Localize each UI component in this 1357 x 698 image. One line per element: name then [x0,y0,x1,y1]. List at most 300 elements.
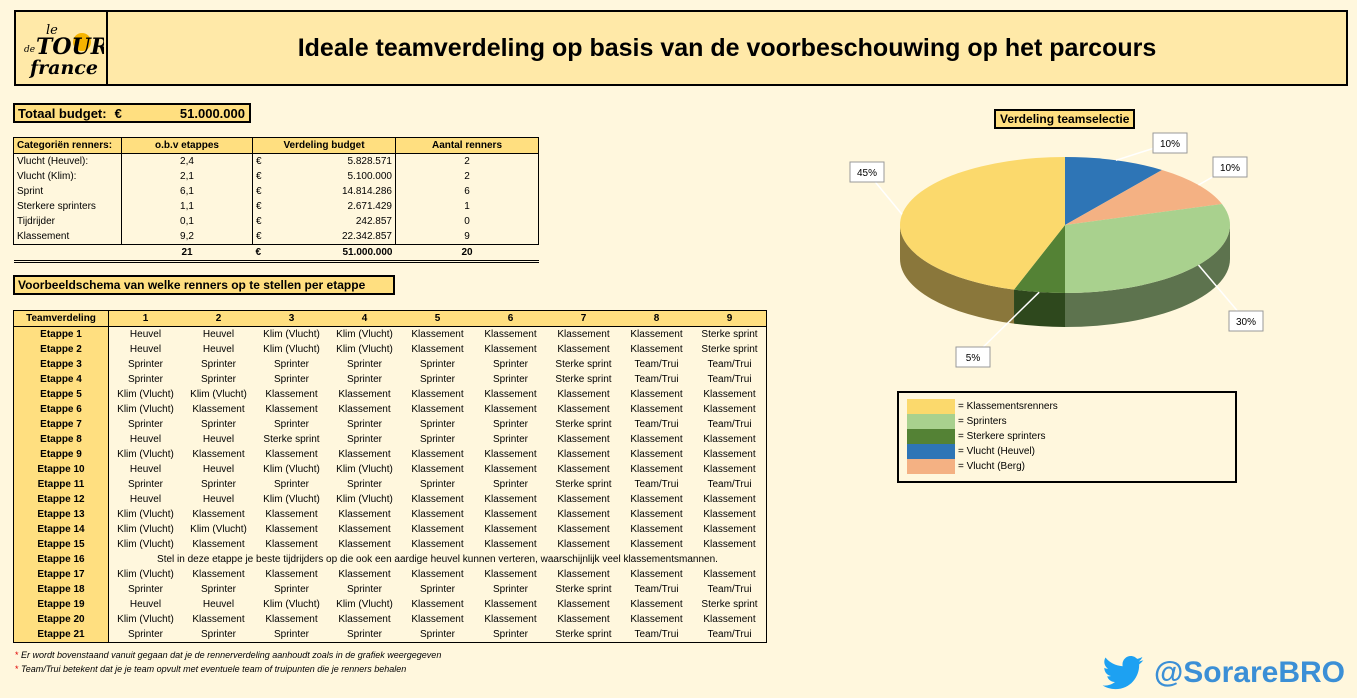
schema-row [14,582,767,597]
stage-assignment: Klassement [703,404,756,415]
stage-assignment: Team/Trui [707,374,752,385]
stage-assignment: Klassement [265,404,318,415]
stage-assignment: Klim (Vlucht) [336,344,393,355]
stage-assignment: Klassement [630,329,683,340]
stage-assignment: Klassement [192,614,245,625]
stage-assignment: Team/Trui [707,584,752,595]
stage-assignment: Klassement [557,524,610,535]
stage-assignment: Sprinter [346,479,382,490]
schema-header-col: 7 [547,311,620,327]
stage-assignment: Sprinter [273,629,309,640]
team-selection-pie-chart [840,125,1270,375]
data-label: 10% [1159,139,1181,150]
stage-assignment: Klassement [338,614,391,625]
stage-assignment: Team/Trui [634,374,679,385]
stage-assignment: Sprinter [273,479,309,490]
stage-assignment: Klim (Vlucht) [117,449,174,460]
stage-assignment: Klassement [703,389,756,400]
legend-label: = Sprinters [958,416,1007,427]
tour-de-france-logo [16,12,108,84]
stage-assignment: Klassement [630,494,683,505]
stage-assignment: Klim (Vlucht) [263,329,320,340]
stage-assignment: Heuvel [129,434,162,445]
category-name: Sterkere sprinters [14,199,122,214]
stage-assignment: Klassement [484,494,537,505]
schema-row [14,597,767,612]
data-label: 30% [1235,317,1257,328]
stage-assignment: Klassement [411,614,464,625]
data-label: 10% [1219,163,1241,174]
stage-assignment: Sprinter [419,374,455,385]
header-banner [14,10,1348,86]
category-row [14,154,539,170]
total-etappes: 21 [122,245,253,262]
stage-label: Etappe 19 [14,597,109,612]
twitter-handle-text: @SorareBRO [1154,656,1345,689]
category-aantal: 2 [396,169,539,184]
stage-assignment: Sprinter [200,629,236,640]
stage-assignment: Klassement [484,344,537,355]
schema-row [14,342,767,357]
stage-assignment: Team/Trui [707,629,752,640]
stage-assignment: Klassement [557,614,610,625]
stage-assignment: Klassement [484,599,537,610]
stage-assignment: Klim (Vlucht) [336,464,393,475]
stage-assignment: Klassement [630,449,683,460]
total-budget-value: 51.000.000 [179,105,245,121]
stage-assignment: Sprinter [346,629,382,640]
stage-assignment: Klassement [703,494,756,505]
stage-assignment: Klassement [703,539,756,550]
stage-assignment: Klassement [411,539,464,550]
footnote-1: * Er wordt bovenstaand vanuit gegaan dat je de rennerverdeling aanhoudt zoals in de grafiek weergegeven [15,650,442,660]
stage-assignment: Sterke sprint [701,599,758,610]
category-header-aantal: Aantal renners [396,138,539,154]
legend-label: = Sterkere sprinters [958,431,1046,442]
stage-assignment: Klassement [557,539,610,550]
stage-label: Etappe 2 [14,342,109,357]
stage-assignment: Klassement [484,509,537,520]
category-etappes: 2,1 [122,169,253,184]
stage-label: Etappe 7 [14,417,109,432]
stage-schema-table [13,310,767,643]
stage-assignment: Sterke sprint [555,359,612,370]
stage-assignment: Klassement [630,614,683,625]
stage-assignment: Sprinter [273,419,309,430]
stage-assignment: Sterke sprint [555,374,612,385]
schema-row [14,432,767,447]
category-budget: € 5.828.571 [253,154,396,170]
stage-assignment: Klassement [557,329,610,340]
stage-assignment: Klassement [192,449,245,460]
stage-assignment: Sprinter [492,629,528,640]
schema-row [14,417,767,432]
category-name: Klassement [14,229,122,245]
stage-assignment: Klim (Vlucht) [117,569,174,580]
schema-header-col: 5 [401,311,474,327]
category-row [14,184,539,199]
stage-assignment: Klassement [484,524,537,535]
stage-assignment: Klassement [557,599,610,610]
schema-row [14,477,767,492]
stage-assignment: Klassement [484,464,537,475]
stage-assignment: Klassement [703,509,756,520]
stage-assignment: Klassement [703,524,756,535]
category-budget: € 5.100.000 [253,169,396,184]
category-row [14,199,539,214]
category-aantal: 0 [396,214,539,229]
stage-assignment: Klim (Vlucht) [117,524,174,535]
stage-assignment: Klassement [338,569,391,580]
svg-text:france: france [30,57,98,79]
category-total-row [14,245,539,262]
category-name: Sprint [14,184,122,199]
stage-assignment: Klassement [557,494,610,505]
stage-assignment: Klassement [703,464,756,475]
footnotes [15,648,441,676]
stage-assignment: Klim (Vlucht) [117,614,174,625]
stage-assignment: Klassement [484,404,537,415]
stage-assignment: Sprinter [492,359,528,370]
category-row [14,229,539,245]
stage-assignment: Sprinter [127,584,163,595]
stage-assignment: Klassement [630,464,683,475]
stage-assignment: Klassement [630,434,683,445]
stage-assignment: Sterke sprint [701,344,758,355]
total-budget-box [13,103,251,123]
stage-label: Etappe 3 [14,357,109,372]
stage-assignment: Heuvel [202,434,235,445]
stage-label: Etappe 18 [14,582,109,597]
stage-assignment: Klassement [703,614,756,625]
total-budget-label: Totaal budget: [18,105,107,121]
stage-assignment: Klim (Vlucht) [336,599,393,610]
category-budget: € 242.857 [253,214,396,229]
legend-swatch [907,429,955,444]
stage-assignment: Klassement [484,449,537,460]
category-aantal: 6 [396,184,539,199]
stage-assignment: Klassement [411,569,464,580]
legend-swatch [907,399,955,414]
stage-label: Etappe 21 [14,627,109,643]
twitter-handle[interactable] [1102,656,1345,690]
category-aantal: 2 [396,154,539,170]
stage-assignment: Heuvel [129,599,162,610]
stage-assignment: Sprinter [492,374,528,385]
category-etappes: 6,1 [122,184,253,199]
stage-assignment: Klassement [338,389,391,400]
svg-text:le: le [46,23,58,38]
stage-assignment: Heuvel [129,494,162,505]
stage-assignment: Klim (Vlucht) [117,509,174,520]
legend-swatch [907,459,955,474]
schema-row [14,447,767,462]
stage-assignment: Klassement [265,449,318,460]
schema-title: Voorbeeldschema van welke renners op te stellen per etappe [13,275,395,295]
stage-assignment: Klassement [630,389,683,400]
stage-assignment: Klassement [411,464,464,475]
stage-assignment: Klim (Vlucht) [263,494,320,505]
stage-label: Etappe 20 [14,612,109,627]
stage-assignment: Klassement [557,569,610,580]
chart-legend [897,391,1237,483]
stage-assignment: Sprinter [200,584,236,595]
category-row [14,214,539,229]
stage-assignment: Stel in deze etappe je beste tijdrijders op die ook een aardige heuvel kunnen verteren, waarschijnlijk veel klassementsmannen. [157,554,718,565]
stage-assignment: Heuvel [129,344,162,355]
category-name: Vlucht (Heuvel): [14,154,122,170]
stage-assignment: Klim (Vlucht) [190,389,247,400]
stage-label: Etappe 12 [14,492,109,507]
stage-assignment: Sprinter [419,434,455,445]
stage-label: Etappe 8 [14,432,109,447]
stage-assignment: Sprinter [127,479,163,490]
stage-assignment: Klassement [411,524,464,535]
stage-assignment: Sprinter [346,584,382,595]
category-budget: € 22.342.857 [253,229,396,245]
stage-assignment: Sprinter [346,359,382,370]
schema-row [14,387,767,402]
stage-assignment: Klassement [338,524,391,535]
legend-item [907,399,1058,414]
stage-label: Etappe 11 [14,477,109,492]
stage-assignment: Sprinter [492,584,528,595]
stage-assignment: Sprinter [492,419,528,430]
stage-assignment: Klassement [630,569,683,580]
schema-header-col: 2 [182,311,255,327]
stage-assignment: Klassement [411,389,464,400]
stage-assignment: Sprinter [127,629,163,640]
stage-assignment: Klassement [630,524,683,535]
stage-label: Etappe 9 [14,447,109,462]
schema-header-col: 9 [693,311,767,327]
stage-assignment: Sterke sprint [555,584,612,595]
stage-assignment: Klassement [411,449,464,460]
stage-assignment: Heuvel [202,464,235,475]
svg-text:de: de [24,45,36,55]
stage-assignment: Klassement [703,449,756,460]
legend-item [907,459,1025,474]
stage-label: Etappe 13 [14,507,109,522]
schema-header-teamverdeling: Teamverdeling [14,311,109,327]
stage-assignment: Team/Trui [634,479,679,490]
stage-assignment: Klassement [265,389,318,400]
category-budget: € 2.671.429 [253,199,396,214]
legend-item [907,414,1007,429]
category-etappes: 2,4 [122,154,253,170]
category-name: Tijdrijder [14,214,122,229]
page-title: Ideale teamverdeling op basis van de voorbeschouwing op het parcours [297,33,1157,62]
stage-label: Etappe 17 [14,567,109,582]
stage-assignment: Sprinter [346,419,382,430]
schema-row [14,507,767,522]
stage-assignment: Klassement [192,404,245,415]
schema-row [14,372,767,387]
data-label: 45% [856,168,878,179]
twitter-bird-icon [1102,656,1144,690]
stage-assignment: Sprinter [492,434,528,445]
schema-row [14,522,767,537]
category-aantal: 9 [396,229,539,245]
stage-label: Etappe 5 [14,387,109,402]
stage-assignment: Klassement [630,509,683,520]
schema-row [14,567,767,582]
legend-label: = Klassementsrenners [958,401,1058,412]
stage-label: Etappe 1 [14,327,109,343]
stage-assignment: Klassement [338,539,391,550]
stage-assignment: Sprinter [419,629,455,640]
schema-row [14,462,767,477]
stage-assignment: Heuvel [129,329,162,340]
stage-assignment: Klassement [338,404,391,415]
schema-row [14,612,767,627]
stage-assignment: Klassement [411,344,464,355]
stage-assignment: Sprinter [200,359,236,370]
stage-assignment: Sterke sprint [555,629,612,640]
total-aantal: 20 [396,245,539,262]
stage-label: Etappe 16 [14,552,109,567]
stage-assignment: Team/Trui [634,419,679,430]
schema-row [14,357,767,372]
stage-assignment: Klassement [338,509,391,520]
stage-assignment: Klassement [630,404,683,415]
stage-assignment: Klassement [557,509,610,520]
stage-assignment: Klim (Vlucht) [263,344,320,355]
schema-row [14,492,767,507]
chart-title: Verdeling teamselectie [994,109,1135,129]
stage-assignment: Klassement [338,449,391,460]
stage-assignment: Klim (Vlucht) [117,539,174,550]
stage-assignment: Sprinter [200,374,236,385]
stage-assignment: Klassement [703,434,756,445]
stage-assignment: Sprinter [127,374,163,385]
stage-assignment: Sprinter [273,359,309,370]
total-budget: € 51.000.000 [253,245,396,262]
category-row [14,169,539,184]
stage-assignment: Sprinter [273,584,309,595]
stage-assignment: Klassement [484,539,537,550]
category-table [13,137,539,263]
category-budget: € 14.814.286 [253,184,396,199]
category-etappes: 1,1 [122,199,253,214]
data-label: 5% [965,353,981,364]
stage-assignment: Klim (Vlucht) [117,389,174,400]
svg-text:TOUR: TOUR [36,34,104,60]
stage-assignment: Klassement [411,509,464,520]
stage-assignment: Klassement [265,509,318,520]
stage-assignment: Klassement [192,569,245,580]
stage-assignment: Sprinter [419,479,455,490]
stage-assignment: Sprinter [346,374,382,385]
stage-assignment: Klim (Vlucht) [117,404,174,415]
stage-assignment: Klassement [557,404,610,415]
stage-assignment: Klassement [630,344,683,355]
legend-item [907,429,1046,444]
stage-label: Etappe 6 [14,402,109,417]
stage-assignment: Heuvel [202,344,235,355]
stage-assignment: Sprinter [200,479,236,490]
legend-label: = Vlucht (Berg) [958,461,1025,472]
stage-assignment: Klassement [630,539,683,550]
stage-assignment: Heuvel [129,464,162,475]
stage-assignment: Klassement [411,599,464,610]
legend-label: = Vlucht (Heuvel) [958,446,1035,457]
stage-assignment: Team/Trui [634,584,679,595]
schema-row [14,327,767,343]
schema-header-col: 3 [255,311,328,327]
stage-assignment: Heuvel [202,494,235,505]
stage-label: Etappe 14 [14,522,109,537]
stage-assignment: Klim (Vlucht) [190,524,247,535]
legend-swatch [907,414,955,429]
stage-assignment: Klassement [703,569,756,580]
stage-assignment: Klassement [265,569,318,580]
stage-assignment: Klim (Vlucht) [263,464,320,475]
stage-assignment: Klim (Vlucht) [263,599,320,610]
stage-assignment: Team/Trui [707,359,752,370]
stage-assignment: Klassement [411,329,464,340]
stage-assignment: Sprinter [419,419,455,430]
stage-assignment: Sterke sprint [701,329,758,340]
category-header-etappes: o.b.v etappes [122,138,253,154]
stage-assignment: Klassement [630,599,683,610]
schema-header-col: 1 [109,311,183,327]
stage-assignment: Klassement [265,539,318,550]
stage-assignment: Klassement [192,539,245,550]
category-aantal: 1 [396,199,539,214]
schema-row [14,627,767,643]
stage-assignment: Sprinter [346,434,382,445]
schema-header-col: 6 [474,311,547,327]
schema-header-col: 4 [328,311,401,327]
category-etappes: 0,1 [122,214,253,229]
stage-assignment: Klassement [411,494,464,505]
stage-assignment: Klassement [557,464,610,475]
total-budget-currency: € [114,105,122,121]
category-etappes: 9,2 [122,229,253,245]
stage-assignment: Sprinter [200,419,236,430]
stage-assignment: Klassement [265,614,318,625]
stage-label: Etappe 15 [14,537,109,552]
stage-assignment: Klassement [484,569,537,580]
category-name: Vlucht (Klim): [14,169,122,184]
stage-assignment: Klassement [265,524,318,535]
stage-label: Etappe 4 [14,372,109,387]
stage-assignment: Klassement [557,434,610,445]
legend-swatch [907,444,955,459]
stage-assignment: Heuvel [202,599,235,610]
stage-assignment: Sterke sprint [263,434,320,445]
legend-item [907,444,1035,459]
stage-assignment: Sterke sprint [555,479,612,490]
stage-label: Etappe 10 [14,462,109,477]
stage-assignment: Team/Trui [707,479,752,490]
stage-assignment: Sprinter [492,479,528,490]
stage-assignment: Klim (Vlucht) [336,329,393,340]
stage-assignment: Klassement [484,389,537,400]
stage-assignment: Heuvel [202,329,235,340]
stage-assignment: Team/Trui [707,419,752,430]
stage-assignment: Klassement [411,404,464,415]
stage-assignment: Klassement [484,614,537,625]
stage-assignment: Klassement [557,389,610,400]
category-header-budget: Verdeling budget [253,138,396,154]
stage-assignment: Team/Trui [634,629,679,640]
footnote-2: * Team/Trui betekent dat je je team opvult met eventuele team of truipunten die je renners behalen [15,664,407,674]
stage-assignment: Klassement [557,344,610,355]
schema-row [14,537,767,552]
stage-assignment: Klassement [484,329,537,340]
